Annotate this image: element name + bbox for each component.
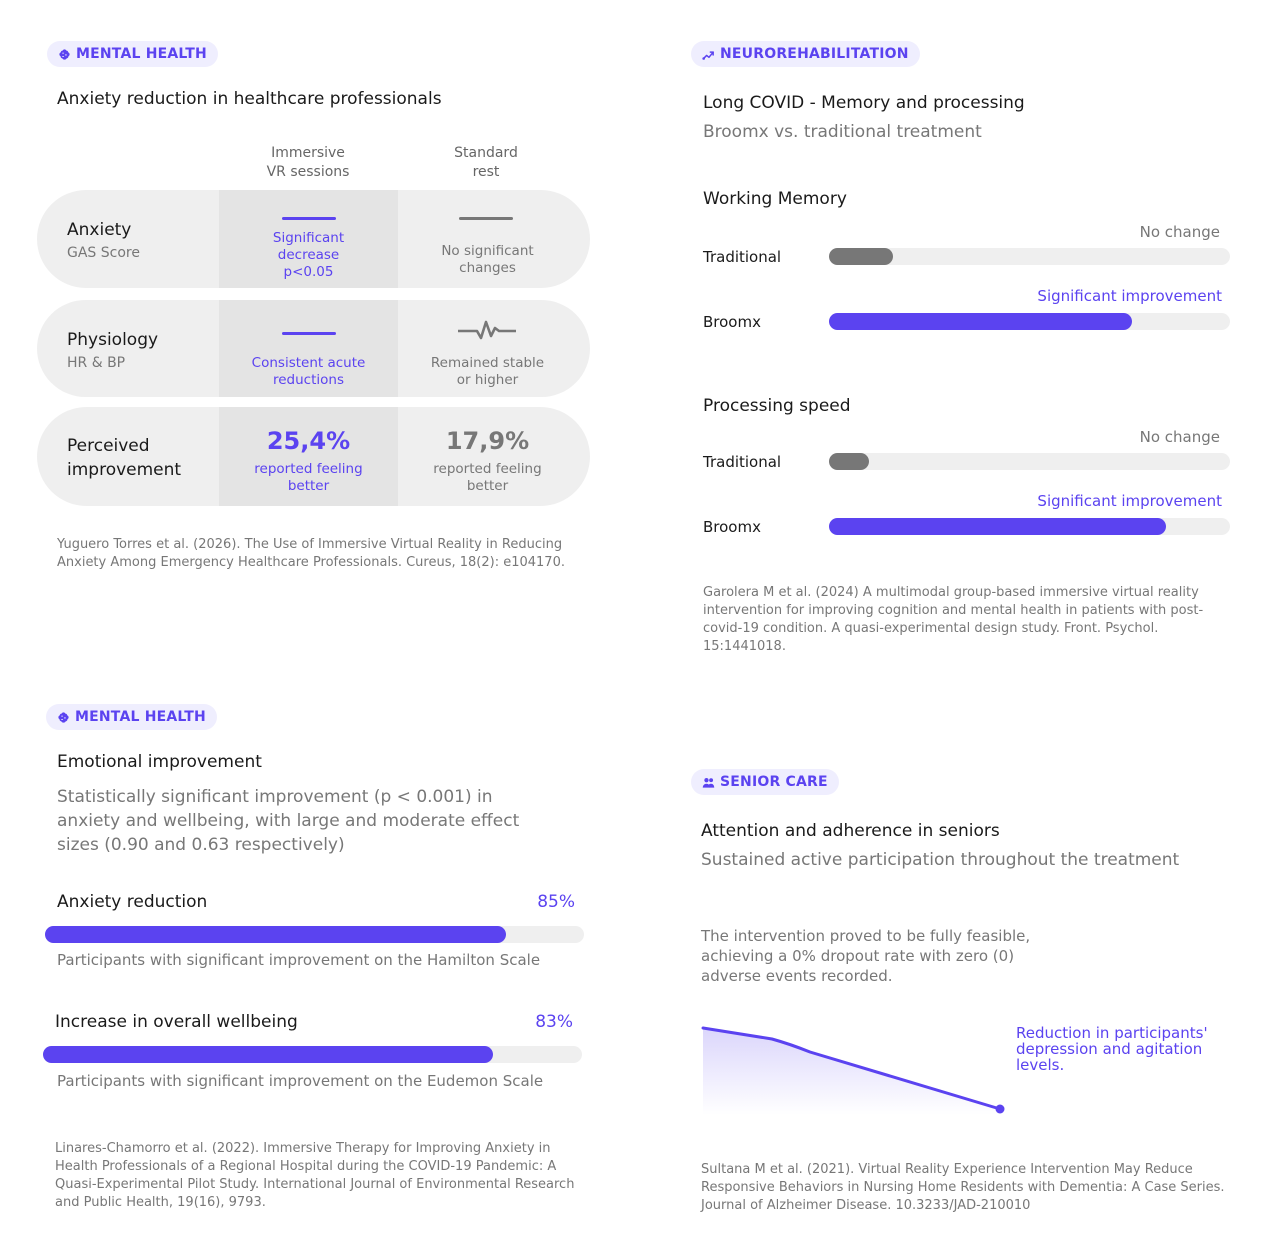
bar-fill-traditional xyxy=(829,248,893,265)
description-line: The intervention proved to be fully feasible, xyxy=(701,927,1031,945)
description-line: Statistically significant improvement (p < 0.001) in xyxy=(57,787,493,807)
people-icon xyxy=(702,776,715,789)
result-line: Significant xyxy=(272,230,345,246)
bar-label: Broomx xyxy=(703,518,761,536)
panel-title: Attention and adherence in seniors xyxy=(701,821,1000,841)
bar-track-anxiety xyxy=(45,926,584,943)
trend-area xyxy=(703,1028,1000,1115)
group-title-processing-speed: Processing speed xyxy=(703,396,851,416)
bar-fill-traditional xyxy=(829,453,869,470)
annotation-line: Reduction in participants' xyxy=(1016,1024,1208,1042)
result-line: better xyxy=(287,478,330,494)
result-line: decrease xyxy=(277,247,340,263)
result-line: reductions xyxy=(272,372,344,388)
brain-icon xyxy=(58,48,71,61)
brain-icon xyxy=(57,711,70,724)
header-line: Standard xyxy=(454,145,518,161)
table-row-physiology xyxy=(37,300,590,397)
standard-result xyxy=(398,427,577,495)
description-line: anxiety and wellbeing, with large and moderate effect xyxy=(57,811,520,831)
row-label: Physiology xyxy=(67,330,159,350)
header-line: rest xyxy=(472,164,500,180)
vr-result xyxy=(219,230,398,281)
bar-note: Significant improvement xyxy=(1037,287,1222,305)
result-line: p<0.05 xyxy=(283,264,334,280)
tag-senior-care xyxy=(691,769,839,795)
result-line: better xyxy=(466,478,509,494)
column-header-vr xyxy=(223,144,393,182)
bar-percentage: 83% xyxy=(535,1012,573,1032)
tag-label: NEUROREHABILITATION xyxy=(720,46,909,62)
chart-annotation xyxy=(1016,1025,1208,1073)
bar-label: Traditional xyxy=(703,453,782,471)
reference-citation: Yuguero Torres et al. (2026). The Use of Immersive Virtual Reality in Reducing Anxiety Among Emergency Healthcare Professionals. Cureus, 18(2): e104170. xyxy=(57,537,565,570)
description-line: achieving a 0% dropout rate with zero (0) xyxy=(701,947,1015,965)
description-line: sizes (0.90 and 0.63 respectively) xyxy=(57,835,345,855)
tag-mental-health xyxy=(47,41,218,67)
bar-track-broomx xyxy=(829,518,1230,535)
row-label xyxy=(67,434,181,482)
panel-description xyxy=(701,926,1030,986)
standard-result xyxy=(398,243,577,277)
bar-note: No change xyxy=(1139,428,1220,446)
result-line: or higher xyxy=(456,372,519,388)
heartbeat-icon xyxy=(458,318,516,340)
panel-description xyxy=(57,785,519,857)
result-line: reported feeling xyxy=(254,461,363,477)
tag-neurorehabilitation xyxy=(691,41,920,67)
panel-subtitle: Broomx vs. traditional treatment xyxy=(703,122,982,142)
bar-label: Broomx xyxy=(703,313,761,331)
row-label: Anxiety xyxy=(67,220,132,240)
header-line: Immersive xyxy=(271,145,345,161)
bar-fill-wellbeing xyxy=(43,1046,493,1063)
decline-trend-chart xyxy=(700,1020,1010,1120)
vr-result xyxy=(219,427,398,495)
reference-citation: Linares-Chamorro et al. (2022). Immersive Therapy for Improving Anxiety in Health Professionals of a Regional Hospital during the COVID-19 Pandemic: A Quasi-Experimental Pilot Study. International Journal of Environmental Research and Public Health, 19(16), 9793. xyxy=(55,1141,575,1210)
tag-label: SENIOR CARE xyxy=(720,774,828,790)
trend-up-icon xyxy=(702,48,715,61)
row-sublabel: HR & BP xyxy=(67,355,126,371)
bar-percentage: 85% xyxy=(537,892,575,912)
bar-fill-broomx xyxy=(829,313,1132,330)
vr-result xyxy=(219,355,398,389)
panel-subtitle: Sustained active participation throughout the treatment xyxy=(701,850,1180,870)
bar-note: No change xyxy=(1139,223,1220,241)
panel-title: Emotional improvement xyxy=(57,752,262,772)
decrease-dash-icon xyxy=(282,217,336,220)
no-change-dash-icon xyxy=(459,217,513,220)
result-line: changes xyxy=(459,260,516,276)
panel-title: Long COVID - Memory and processing xyxy=(703,93,1025,113)
bar-fill-broomx xyxy=(829,518,1166,535)
bar-track-traditional xyxy=(829,453,1230,470)
result-line: reported feeling xyxy=(433,461,542,477)
tag-mental-health xyxy=(46,704,217,730)
bar-note: Participants with significant improvement on the Eudemon Scale xyxy=(57,1072,544,1090)
row-sublabel: GAS Score xyxy=(67,245,140,261)
annotation-line: levels. xyxy=(1016,1056,1065,1074)
reference-citation: Sultana M et al. (2021). Virtual Reality Experience Intervention May Reduce Responsive Behaviors in Nursing Home Residents with Dementia: A Case Series. Journal of Alzheimer Disease. 10.3233/JAD-210010 xyxy=(701,1162,1225,1213)
vr-percentage: 25,4% xyxy=(266,427,351,455)
bar-track-wellbeing xyxy=(43,1046,582,1063)
label-line: Perceived xyxy=(67,436,150,456)
standard-result xyxy=(398,355,577,389)
bar-track-broomx xyxy=(829,313,1230,330)
table-row-anxiety xyxy=(37,190,590,288)
bar-label: Increase in overall wellbeing xyxy=(55,1012,298,1032)
label-line: improvement xyxy=(67,460,182,480)
panel-title: Anxiety reduction in healthcare professionals xyxy=(57,89,442,109)
bar-note: Significant improvement xyxy=(1037,492,1222,510)
group-title-working-memory: Working Memory xyxy=(703,189,847,209)
bar-label: Anxiety reduction xyxy=(57,892,208,912)
result-line: No significant xyxy=(441,243,534,259)
bar-track-traditional xyxy=(829,248,1230,265)
table-row-perceived xyxy=(37,407,590,506)
tag-label: MENTAL HEALTH xyxy=(76,46,207,62)
tag-label: MENTAL HEALTH xyxy=(75,709,206,725)
decrease-dash-icon xyxy=(282,332,336,335)
column-header-standard xyxy=(401,144,571,182)
bar-note: Participants with significant improvement on the Hamilton Scale xyxy=(57,951,541,969)
bar-label: Traditional xyxy=(703,248,782,266)
result-line: Remained stable xyxy=(430,355,545,371)
standard-percentage: 17,9% xyxy=(445,427,530,455)
bar-fill-anxiety xyxy=(45,926,506,943)
result-line: Consistent acute xyxy=(251,355,366,371)
header-line: VR sessions xyxy=(266,164,350,180)
description-line: adverse events recorded. xyxy=(701,967,893,985)
reference-citation: Garolera M et al. (2024) A multimodal group-based immersive virtual reality intervention for improving cognition and mental health in patients with post-covid-19 condition. A quasi-experimental design study. Front. Psychol. 15:1441018. xyxy=(703,585,1204,654)
trend-endpoint xyxy=(996,1105,1005,1114)
annotation-line: depression and agitation xyxy=(1016,1040,1203,1058)
